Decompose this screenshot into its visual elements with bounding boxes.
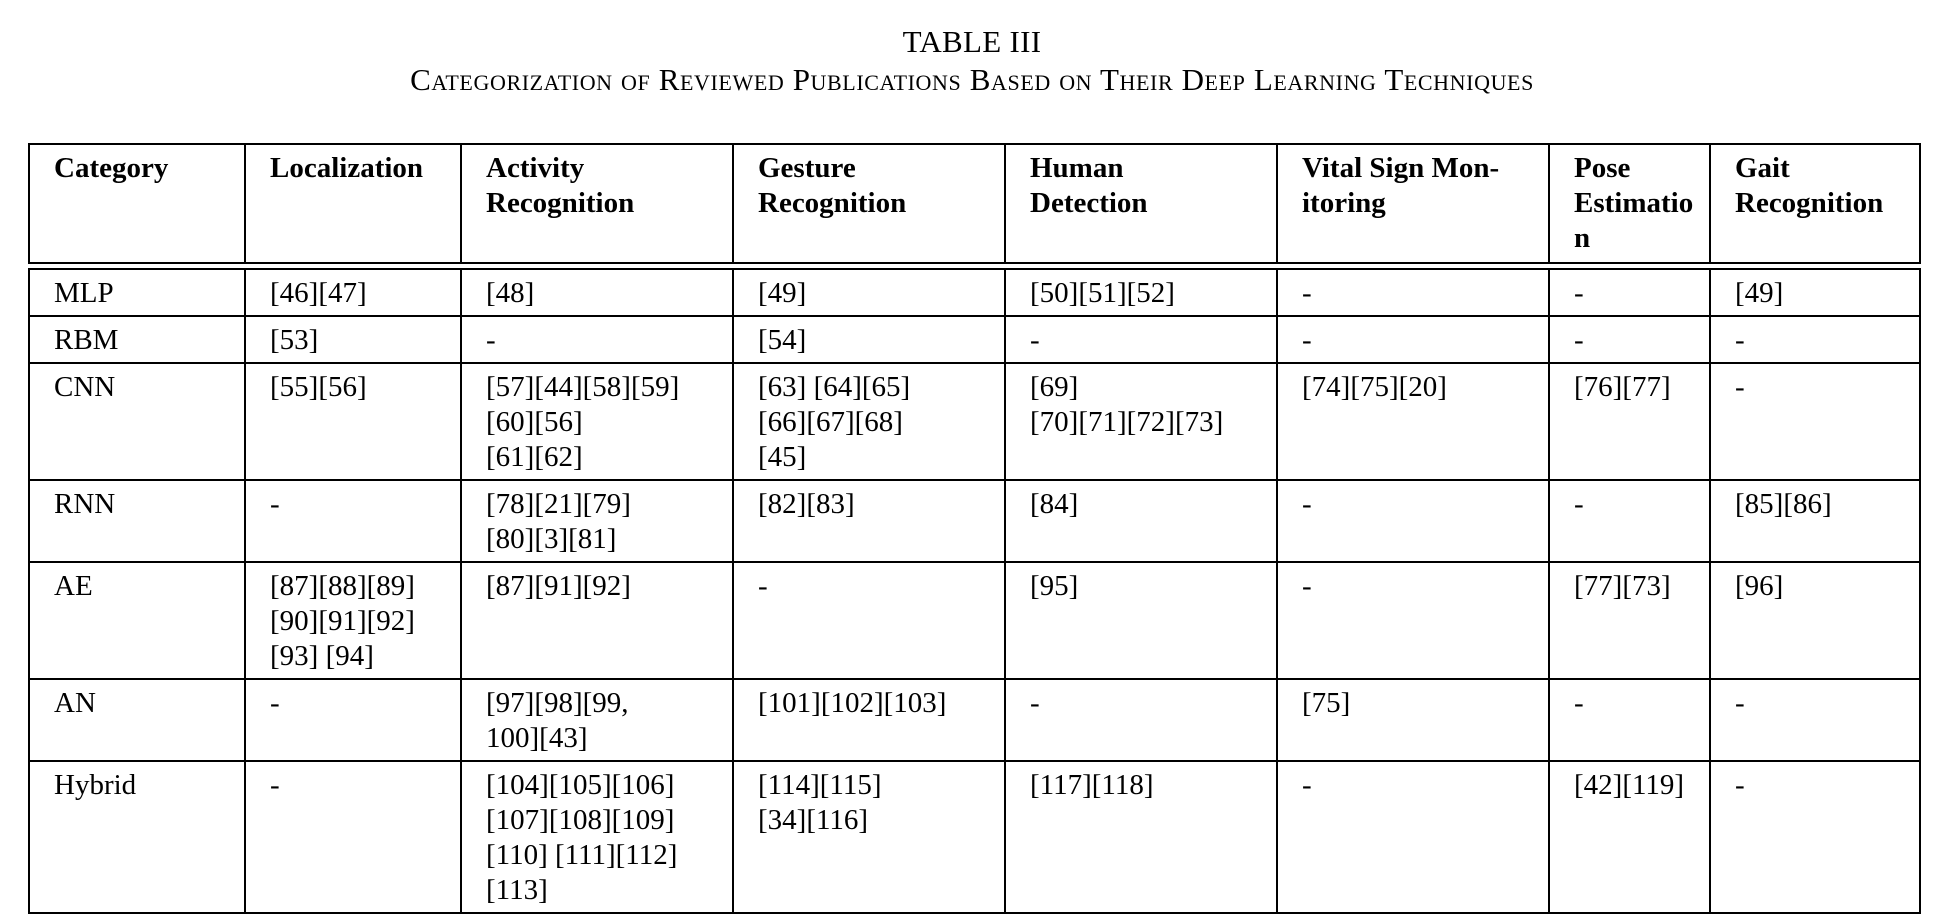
table-row: [29, 761, 1920, 913]
header-cell-localization: Localization: [245, 144, 461, 263]
table-cell: [733, 761, 1005, 913]
reference-list: -: [1574, 488, 1584, 520]
table-cell: [1277, 562, 1549, 679]
category-label: AE: [54, 570, 93, 602]
table-cell: [1277, 480, 1549, 562]
table-cell: [1549, 761, 1710, 913]
category-label: RNN: [54, 488, 116, 520]
table-cell: [1005, 679, 1277, 761]
reference-list: [114][115] [34][116]: [758, 769, 882, 836]
table-cell: [245, 562, 461, 679]
header-cell-gait-recognition: Gait Recognition: [1710, 144, 1920, 263]
table-row: [29, 562, 1920, 679]
table-cell: [461, 562, 733, 679]
table-cell: [1549, 562, 1710, 679]
table-cell: [1005, 363, 1277, 480]
category-label: RBM: [54, 324, 119, 356]
table-cell: [1277, 679, 1549, 761]
reference-list: [77][73]: [1574, 570, 1671, 602]
table-cell: [461, 316, 733, 363]
table-cell: [1277, 316, 1549, 363]
table-cell: [1710, 269, 1920, 316]
reference-list: [50][51][52]: [1030, 277, 1175, 309]
reference-list: -: [758, 570, 768, 602]
reference-list: [69] [70][71][72][73]: [1030, 371, 1224, 438]
reference-list: [42][119]: [1574, 769, 1685, 801]
reference-list: -: [1302, 570, 1312, 602]
reference-list: [85][86]: [1735, 488, 1832, 520]
row-category-cell: [29, 761, 245, 913]
table-cell: [1710, 363, 1920, 480]
table-cell: [1710, 562, 1920, 679]
table-cell: [1710, 679, 1920, 761]
table-row: [29, 316, 1920, 363]
table-cell: [1005, 761, 1277, 913]
reference-list: [75]: [1302, 687, 1351, 719]
table-body: [29, 263, 1920, 913]
reference-list: -: [270, 769, 280, 801]
reference-list: -: [1574, 277, 1584, 309]
reference-list: [117][118]: [1030, 769, 1154, 801]
reference-list: [76][77]: [1574, 371, 1671, 403]
category-label: Hybrid: [54, 769, 137, 801]
reference-list: -: [270, 488, 280, 520]
table-number: TABLE III: [902, 24, 1042, 59]
table-cell: [733, 363, 1005, 480]
row-category-cell: [29, 269, 245, 316]
table-cell: [1710, 480, 1920, 562]
header-cell-human-detection: Human Detection: [1005, 144, 1277, 263]
reference-list: [78][21][79] [80][3][81]: [486, 488, 631, 555]
header-cell-gesture-recognition: Gesture Recognition: [733, 144, 1005, 263]
reference-list: -: [1302, 277, 1312, 309]
reference-list: -: [1574, 324, 1584, 356]
table-cell: [461, 363, 733, 480]
table-row: [29, 480, 1920, 562]
reference-list: -: [270, 687, 280, 719]
table-row: [29, 363, 1920, 480]
category-label: AN: [54, 687, 96, 719]
table-title: Categorization of Reviewed Publications Based on Their Deep Learning Techniques: [410, 62, 1534, 97]
reference-list: -: [1735, 687, 1745, 719]
table-cell: [245, 679, 461, 761]
table-cell: [1710, 316, 1920, 363]
reference-list: [63] [64][65] [66][67][68] [45]: [758, 371, 911, 473]
row-category-cell: [29, 480, 245, 562]
table-cell: [1277, 269, 1549, 316]
reference-list: -: [1302, 769, 1312, 801]
table-row: [29, 679, 1920, 761]
table-cell: [245, 480, 461, 562]
reference-list: -: [1302, 324, 1312, 356]
header-cell-vital-sign-monitoring: Vital Sign Mon- itoring: [1277, 144, 1549, 263]
reference-list: [97][98][99, 100][43]: [486, 687, 629, 754]
reference-list: [49]: [1735, 277, 1784, 309]
table-cell: [1005, 480, 1277, 562]
reference-list: -: [1302, 488, 1312, 520]
table-cell: [461, 269, 733, 316]
reference-list: -: [486, 324, 496, 356]
category-label: MLP: [54, 277, 114, 309]
reference-list: -: [1735, 324, 1745, 356]
row-category-cell: [29, 316, 245, 363]
reference-list: [46][47]: [270, 277, 367, 309]
reference-list: [55][56]: [270, 371, 367, 403]
reference-list: [48]: [486, 277, 535, 309]
table-cell: [733, 679, 1005, 761]
table-cell: [245, 761, 461, 913]
row-category-cell: [29, 562, 245, 679]
table-cell: [245, 269, 461, 316]
table-cell: [733, 562, 1005, 679]
reference-list: [49]: [758, 277, 807, 309]
categorization-table: [28, 143, 1921, 914]
header-row: [29, 144, 1920, 263]
row-category-cell: [29, 363, 245, 480]
reference-list: [95]: [1030, 570, 1079, 602]
reference-list: [87][88][89] [90][91][92] [93] [94]: [270, 570, 415, 672]
reference-list: [84]: [1030, 488, 1079, 520]
table-cell: [1277, 363, 1549, 480]
table-cell: [733, 480, 1005, 562]
row-category-cell: [29, 679, 245, 761]
category-label: CNN: [54, 371, 116, 403]
reference-list: [101][102][103]: [758, 687, 947, 719]
table-cell: [1549, 363, 1710, 480]
reference-list: -: [1030, 687, 1040, 719]
table-cell: [1549, 480, 1710, 562]
table-cell: [733, 316, 1005, 363]
table-cell: [1549, 316, 1710, 363]
table-cell: [1549, 269, 1710, 316]
reference-list: -: [1735, 769, 1745, 801]
header-cell-category: Category: [29, 144, 245, 263]
table-row: [29, 269, 1920, 316]
reference-list: [54]: [758, 324, 807, 356]
reference-list: [57][44][58][59] [60][56] [61][62]: [486, 371, 680, 473]
reference-list: [82][83]: [758, 488, 855, 520]
reference-list: -: [1574, 687, 1584, 719]
table-cell: [1005, 269, 1277, 316]
table-cell: [1710, 761, 1920, 913]
table-cell: [245, 316, 461, 363]
reference-list: -: [1030, 324, 1040, 356]
table-cell: [1277, 761, 1549, 913]
reference-list: -: [1735, 371, 1745, 403]
reference-list: [104][105][106] [107][108][109] [110] [111][112] [113]: [486, 769, 678, 906]
header-cell-activity-recognition: Activity Recognition: [461, 144, 733, 263]
table-cell: [461, 761, 733, 913]
table-cell: [461, 679, 733, 761]
reference-list: [74][75][20]: [1302, 371, 1447, 403]
table-container: [28, 143, 1919, 914]
table-cell: [1005, 316, 1277, 363]
table-cell: [733, 269, 1005, 316]
reference-list: [53]: [270, 324, 319, 356]
table-cell: [1005, 562, 1277, 679]
table-cell: [1549, 679, 1710, 761]
reference-list: [96]: [1735, 570, 1784, 602]
header-cell-pose-estimation: Pose Estimation: [1549, 144, 1710, 263]
table-cell: [245, 363, 461, 480]
reference-list: [87][91][92]: [486, 570, 631, 602]
table-cell: [461, 480, 733, 562]
